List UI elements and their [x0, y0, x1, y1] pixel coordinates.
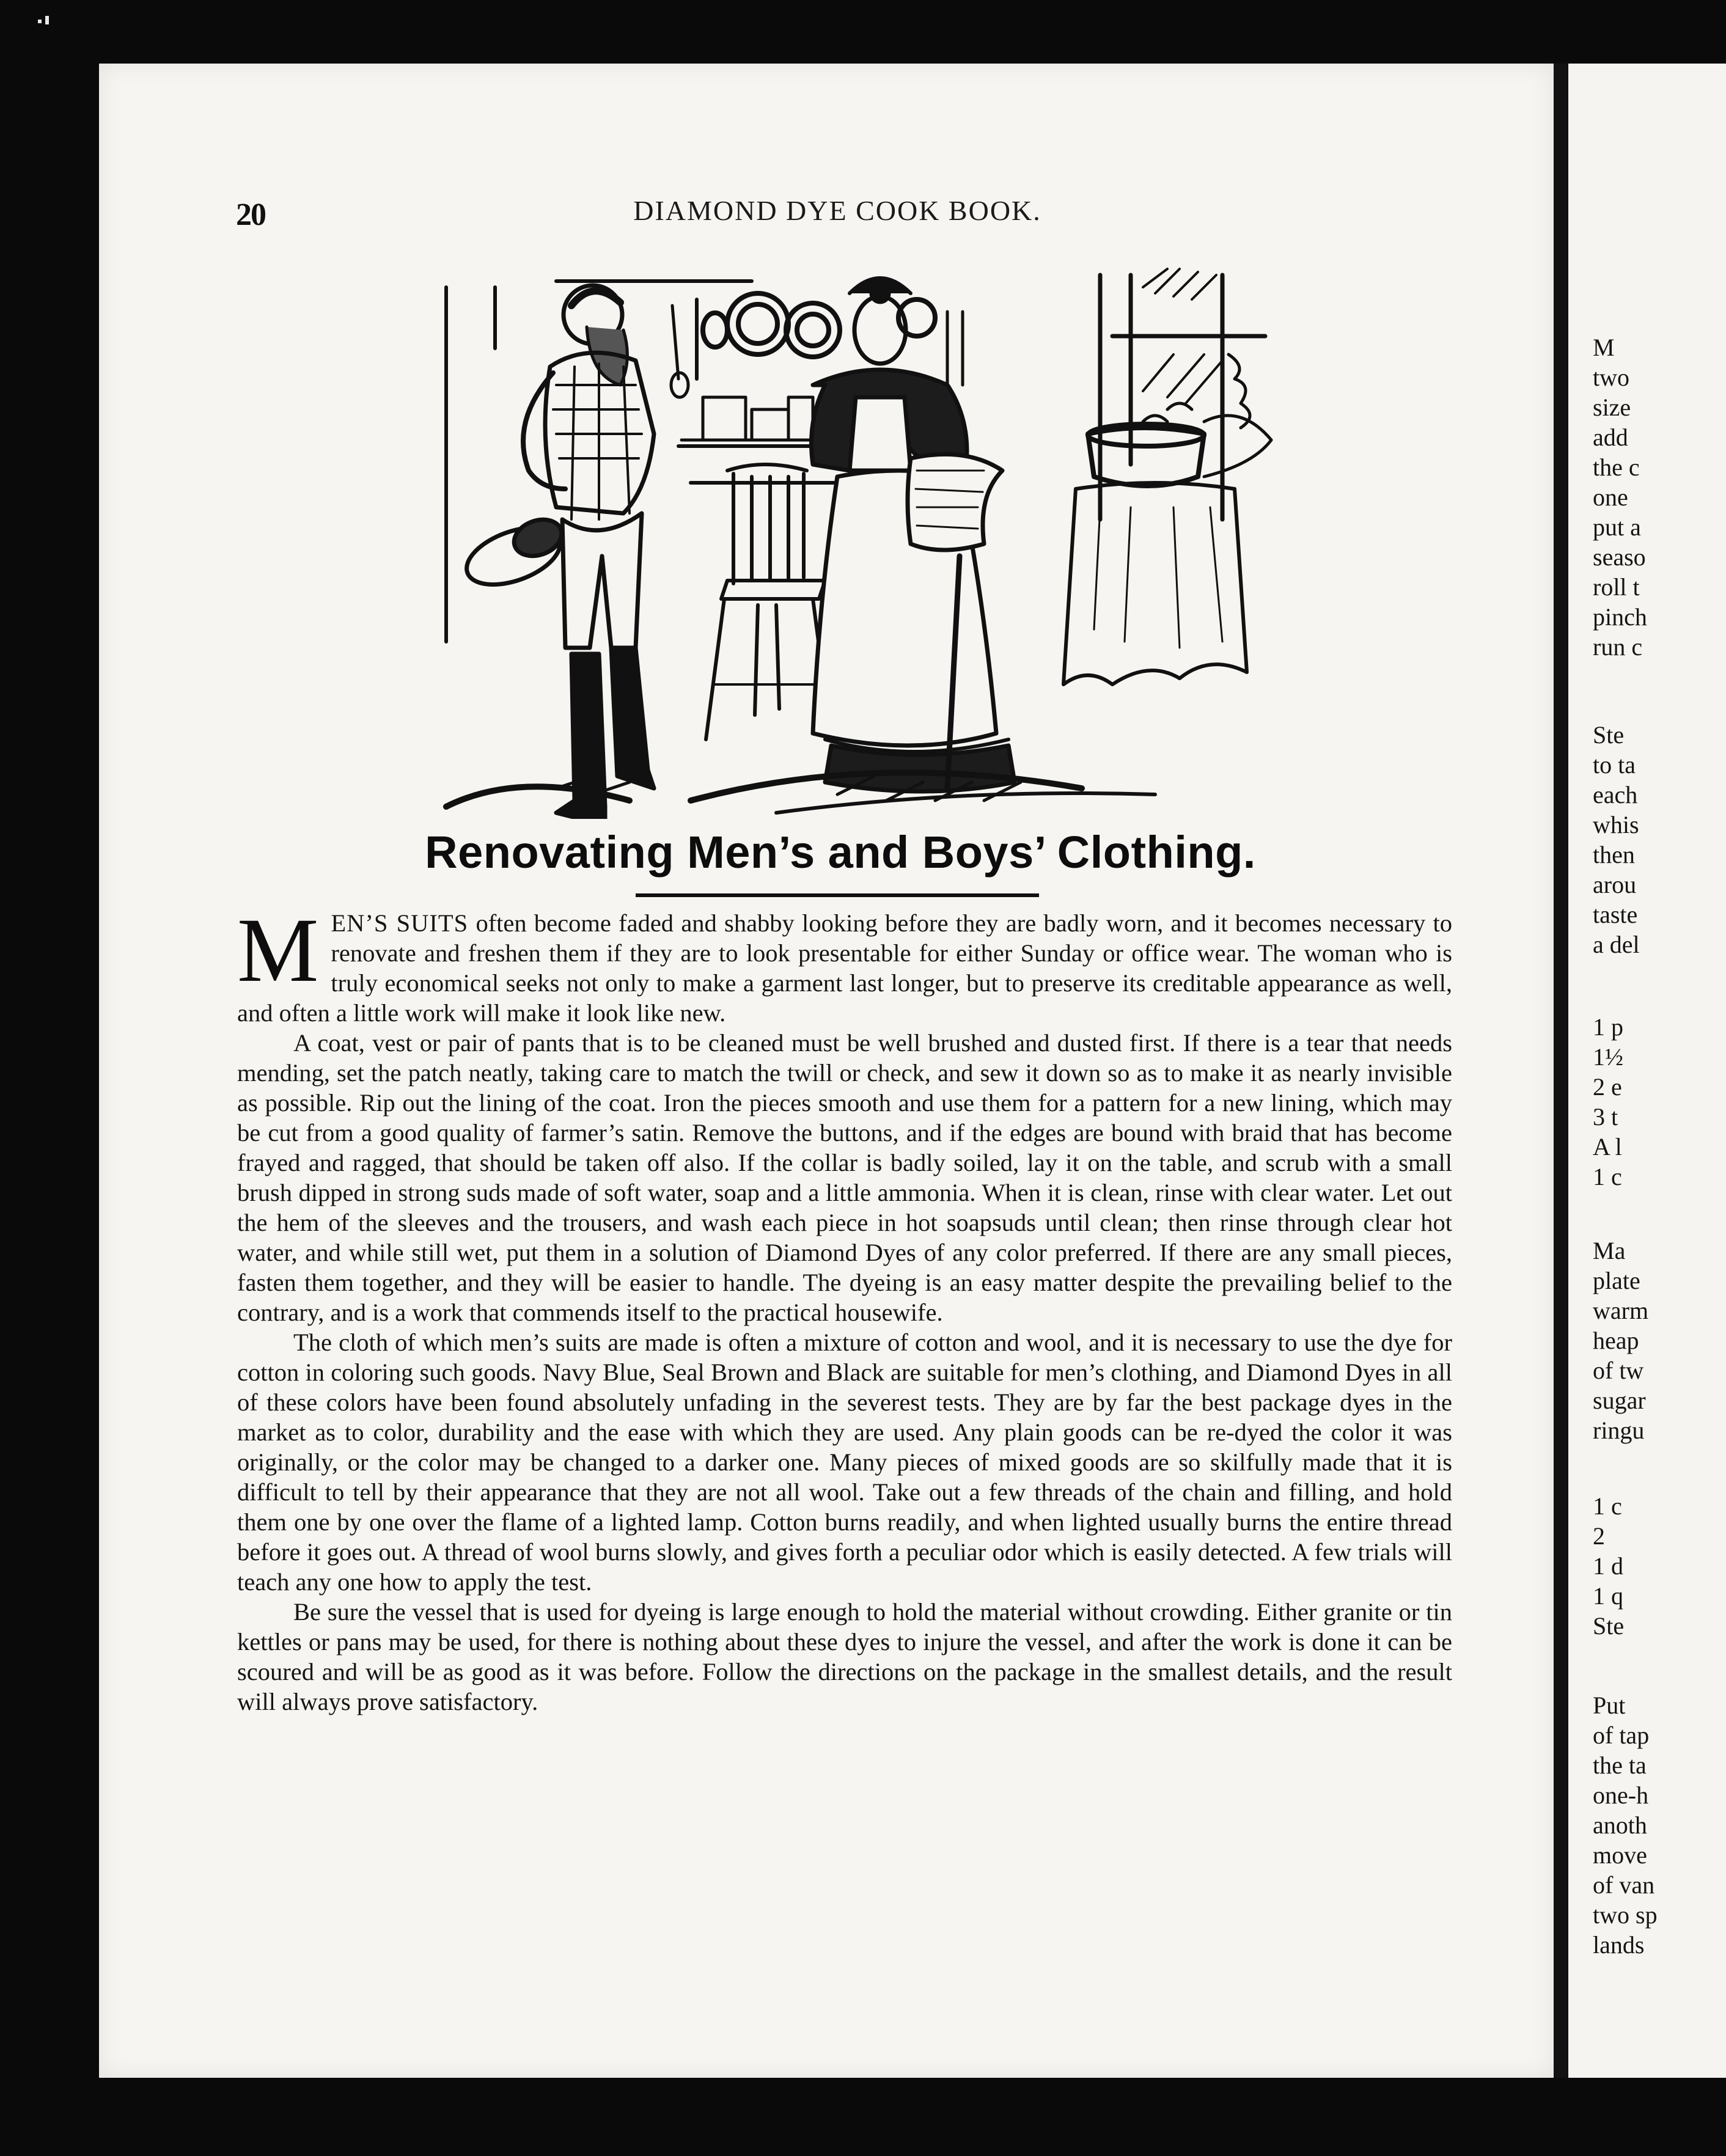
lead-caps: EN’S SUITS: [331, 909, 469, 937]
facing-line: 1 c: [1593, 1492, 1622, 1520]
paragraph-1: [237, 900, 1452, 1028]
shelf-jars: [681, 397, 825, 440]
facing-line: Ste: [1593, 1612, 1625, 1640]
facing-line: move: [1593, 1841, 1647, 1869]
man-figure: [459, 285, 654, 819]
facing-line: roll t: [1593, 573, 1640, 601]
facing-line: plate: [1593, 1267, 1640, 1294]
facing-line: size: [1593, 394, 1631, 421]
facing-line: 3 t: [1593, 1103, 1618, 1131]
facing-line: anoth: [1593, 1811, 1647, 1839]
facing-line: 1 q: [1593, 1582, 1623, 1610]
facing-line: arou: [1593, 871, 1637, 898]
article-title: Renovating Men’s and Boys’ Clothing.: [425, 827, 1256, 878]
paragraph-1-text: often become faded and shabby looking before they are badly worn, and it becomes necessary to renovate and freshen them if they are to look presentable for either Sunday or office wear. The woman who is truly economical seeks not only to make a garment last longer, but to preserve its creditable appearance as well, and often a little work will make it look like new.: [237, 909, 1452, 1027]
facing-line: Ma: [1593, 1237, 1626, 1264]
facing-line: two sp: [1593, 1901, 1658, 1929]
paragraph-2: A coat, vest or pair of pants that is to be cleaned must be well brushed and dusted first. If there is a tear that needs mending, set the patch neatly, taking care to match the twill or check, and sew it down so as to make it as nearly invisible as possible. Rip out the lining of the coat. Iron the pieces smooth and use them for a pattern for a new lining, which may be cut from a good quality of farmer’s satin. Remove the buttons, and if the edges are bound with braid that has become frayed and ragged, that should be taken off also. If the collar is badly soiled, lay it on the table, and scrub with a small brush dipped in strong suds made of soft water, soap and a little ammonia. When it is clean, rinse with clear water. Let out the hem of the sleeves and the trousers, and wash each piece in hot soapsuds until clean; then rinse through clear hot water, and while still wet, put them in a solution of Diamond Dyes of any color preferred. If there are any small pieces, fasten them together, and they will be easier to handle. The dyeing is an easy matter despite the prevailing belief to the contrary, and is a work that commends itself to the practical housewife.: [237, 1029, 1452, 1326]
facing-line: 1½: [1593, 1043, 1623, 1071]
facing-line: a del: [1593, 931, 1640, 958]
facing-line: 1 d: [1593, 1552, 1623, 1580]
facing-line: 1 c: [1593, 1163, 1622, 1190]
facing-line: taste: [1593, 901, 1638, 928]
facing-line: M: [1593, 334, 1615, 361]
facing-line: to ta: [1593, 751, 1636, 779]
running-head: DIAMOND DYE COOK BOOK.: [633, 195, 1041, 226]
facing-line: heap: [1593, 1327, 1639, 1354]
facing-page: [1568, 64, 1726, 2078]
facing-line: the ta: [1593, 1751, 1647, 1779]
facing-line: ringu: [1593, 1417, 1645, 1444]
facing-block-3: [1568, 1012, 1726, 1192]
facing-line: put a: [1593, 513, 1641, 541]
facing-line: run c: [1593, 633, 1643, 661]
kitchen-scene-illustration: [409, 263, 1302, 819]
facing-line: add: [1593, 424, 1628, 451]
facing-block-4: [1568, 1236, 1726, 1445]
facing-line: lands: [1593, 1931, 1645, 1959]
facing-line: of van: [1593, 1871, 1655, 1899]
facing-line: Put: [1593, 1692, 1626, 1719]
woman-figure: [812, 278, 1015, 791]
facing-line: then: [1593, 841, 1635, 868]
chair: [706, 464, 831, 739]
facing-line: 2: [1593, 1522, 1605, 1550]
facing-line: 2 e: [1593, 1073, 1622, 1101]
floor-shadow: [446, 772, 1155, 813]
facing-line: two: [1593, 364, 1629, 391]
paragraph-4: Be sure the vessel that is used for dyeing is large enough to hold the material without crowding. Either granite or tin kettles or pans may be used, for there is nothing about these dyes to injure the vessel, and after the work is done it can be scoured and will be as good as it was before. Follow the directions on the package in the smallest details, and the result will always prove satisfactory.: [237, 1598, 1452, 1715]
facing-line: the c: [1593, 453, 1640, 481]
facing-line: one: [1593, 483, 1628, 511]
page-number: 20: [236, 197, 265, 232]
title-rule: [636, 893, 1039, 897]
drop-cap: M: [237, 900, 319, 1001]
facing-line: A l: [1593, 1133, 1622, 1160]
facing-line: pinch: [1593, 603, 1647, 631]
facing-block-6: [1568, 1690, 1726, 1960]
plant: [1143, 354, 1271, 477]
scan-corner-mark: [37, 13, 61, 29]
wash-basin: [1088, 424, 1204, 486]
facing-line: sugar: [1593, 1387, 1646, 1414]
facing-line: 1 p: [1593, 1013, 1623, 1041]
facing-block-5: [1568, 1491, 1726, 1641]
facing-line: whis: [1593, 811, 1639, 838]
facing-block-2: [1568, 720, 1726, 959]
facing-line: seaso: [1593, 543, 1646, 571]
paragraph-3: The cloth of which men’s suits are made is often a mixture of cotton and wool, and it is necessary to use the dye for cotton in coloring such goods. Navy Blue, Seal Brown and Black are suitable for men’s clothing, and Diamond Dyes in all of these colors have been found absolutely unfading in the severest tests. They are by far the best package dyes in the market as to color, durability and the ease with which they are used. Any plain goods can be re-dyed the color it was originally, or the color may be changed to a darker one. Many pieces of mixed goods are so skilfully made that it is difficult to tell by their appearance that they are not all wool. Take out a few threads of the chain and filling, and hold them one by one over the flame of a lighted lamp. Cotton burns readily, and when lighted usually burns the entire thread before it goes out. A thread of wool burns slowly, and gives forth a peculiar odor which is easily detected. A few trials will teach any one how to apply the test.: [237, 1329, 1452, 1596]
facing-line: one-h: [1593, 1781, 1649, 1809]
facing-line: of tw: [1593, 1357, 1644, 1384]
facing-line: warm: [1593, 1297, 1649, 1324]
article-body: [237, 900, 1452, 1717]
facing-block-1: [1568, 332, 1726, 662]
facing-line: of tap: [1593, 1722, 1650, 1749]
book-gutter: [1554, 64, 1568, 2078]
facing-line: Ste: [1593, 721, 1625, 749]
side-table: [1063, 483, 1247, 684]
facing-line: each: [1593, 781, 1638, 809]
